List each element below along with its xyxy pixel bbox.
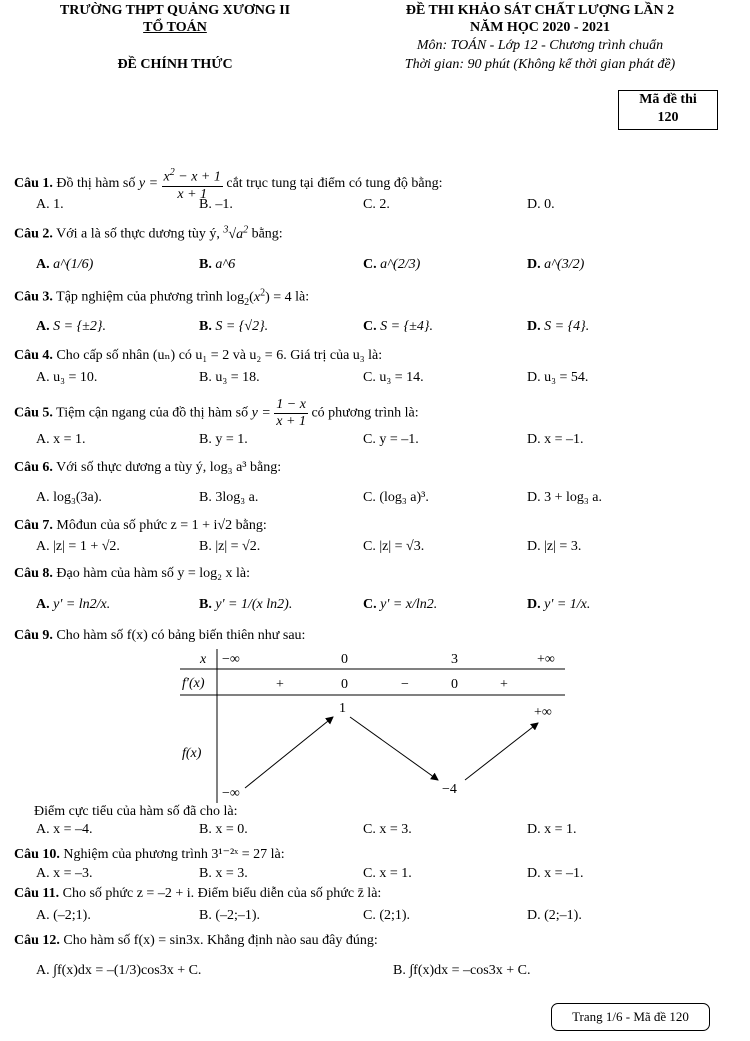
q1-option-d[interactable]: D. 0.: [527, 197, 555, 212]
q4-option-b[interactable]: B. u₃ = 18.: [199, 370, 260, 385]
q12-option-a[interactable]: A. ∫f(x)dx = –(1/3)cos3x + C.: [36, 963, 202, 978]
q6-option-c[interactable]: C. (log₃ a)³.: [363, 490, 429, 505]
question-6: Câu 6. Với số thực dương a tùy ý, log₃ a³ bằng:: [14, 460, 282, 475]
q9-option-c[interactable]: C. x = 3.: [363, 822, 412, 837]
q3-option-c[interactable]: C. S = {±4}.: [363, 319, 433, 334]
school-year: NĂM HỌC 2020 - 2021: [470, 20, 610, 35]
q7-option-b[interactable]: B. |z| = √2.: [199, 539, 261, 554]
q9-option-d[interactable]: D. x = 1.: [527, 822, 577, 837]
question-8: Câu 8. Đạo hàm của hàm số y = log₂ x là:: [14, 566, 250, 581]
q3-option-a[interactable]: A. S = {±2}.: [36, 319, 106, 334]
q7-option-c[interactable]: C. |z| = √3.: [363, 539, 425, 554]
f-val-max: 1: [339, 701, 346, 716]
sign-2: −: [401, 677, 409, 692]
q8-option-c[interactable]: C. y' = x/ln2.: [363, 597, 438, 612]
sign-zero-1: 0: [341, 677, 348, 692]
department: TỔ TOÁN: [143, 20, 207, 35]
arrow-down: [350, 717, 438, 780]
x-val-neg-inf: −∞: [222, 652, 240, 667]
table-x-label: x: [200, 652, 207, 667]
q8-option-a[interactable]: A. y' = ln2/x.: [36, 597, 111, 612]
q1-option-a[interactable]: A. 1.: [36, 197, 64, 212]
q9-option-a[interactable]: A. x = –4.: [36, 822, 93, 837]
sign-3: +: [500, 677, 508, 692]
q9-option-b[interactable]: B. x = 0.: [199, 822, 248, 837]
q2-option-a[interactable]: A. a^(1/6): [36, 257, 94, 272]
q11-option-b[interactable]: B. (–2;–1).: [199, 908, 261, 923]
school-name: TRƯỜNG THPT QUẢNG XƯƠNG II: [59, 3, 291, 18]
variation-table: [170, 645, 580, 805]
q10-option-a[interactable]: A. x = –3.: [36, 866, 93, 881]
question-11: Câu 11. Cho số phức z = –2 + i. Điểm biểu diễn của số phức z̄ là:: [14, 886, 382, 901]
sign-zero-2: 0: [451, 677, 458, 692]
q5-option-a[interactable]: A. x = 1.: [36, 432, 86, 447]
f-val-min: −4: [442, 782, 457, 797]
q5-option-d[interactable]: D. x = –1.: [527, 432, 584, 447]
q4-option-d[interactable]: D. u₃ = 54.: [527, 370, 589, 385]
exam-code-label: Mã đề thi: [639, 92, 697, 107]
q1-option-c[interactable]: C. 2.: [363, 197, 390, 212]
q5-option-b[interactable]: B. y = 1.: [199, 432, 248, 447]
q5-option-c[interactable]: C. y = –1.: [363, 432, 419, 447]
exam-code-box: [618, 90, 718, 130]
f-val-neg-inf: −∞: [222, 786, 240, 801]
question-9-prompt: Điểm cực tiểu của hàm số đã cho là:: [34, 804, 238, 819]
q11-option-d[interactable]: D. (2;–1).: [527, 908, 582, 923]
subject-line: Môn: TOÁN - Lớp 12 - Chương trình chuẩn: [416, 38, 664, 53]
question-5: Câu 5. Tiệm cận ngang của đồ thị hàm số y = $\frac{1 - x}{x + 1}$ có phương trình là:: [14, 397, 419, 429]
table-fprime-label: f′(x): [182, 676, 205, 691]
question-10: Câu 10. Nghiệm của phương trình 3¹⁻²ˣ = 27 là:: [14, 847, 285, 862]
exam-title: ĐỀ THI KHẢO SÁT CHẤT LƯỢNG LẦN 2: [405, 3, 675, 18]
q3-option-b[interactable]: B. S = {√2}.: [199, 319, 269, 334]
q11-option-a[interactable]: A. (–2;1).: [36, 908, 91, 923]
q4-option-a[interactable]: A. u₃ = 10.: [36, 370, 98, 385]
arrow-up-1: [245, 717, 333, 788]
q11-option-c[interactable]: C. (2;1).: [363, 908, 411, 923]
q6-option-d[interactable]: D. 3 + log₃ a.: [527, 490, 602, 505]
question-1: Câu 1. Đồ thị hàm số y = $\frac{x^2 - x + 1}{x + 1}$ cắt trục tung tại điểm có tung độ bằng:: [14, 167, 443, 202]
q2-option-c[interactable]: C. a^(2/3): [363, 257, 421, 272]
x-val-0: 0: [341, 652, 348, 667]
q12-option-b[interactable]: B. ∫f(x)dx = –cos3x + C.: [393, 963, 531, 978]
f-val-pos-inf: +∞: [534, 705, 552, 720]
arrow-up-2: [465, 723, 538, 780]
q10-option-c[interactable]: C. x = 1.: [363, 866, 412, 881]
q6-option-b[interactable]: B. 3log₃ a.: [199, 490, 259, 505]
x-val-3: 3: [451, 652, 458, 667]
q8-option-d[interactable]: D. y' = 1/x.: [527, 597, 591, 612]
q7-option-a[interactable]: A. |z| = 1 + √2.: [36, 539, 120, 554]
question-4: Câu 4. Cho cấp số nhân (uₙ) có u₁ = 2 và u₂ = 6. Giá trị của u₃ là:: [14, 348, 383, 363]
q10-option-b[interactable]: B. x = 3.: [199, 866, 248, 881]
exam-code: 120: [657, 110, 679, 125]
x-val-pos-inf: +∞: [537, 652, 555, 667]
q1-option-b[interactable]: B. –1.: [199, 197, 233, 212]
q3-option-d[interactable]: D. S = {4}.: [527, 319, 590, 334]
q6-option-a[interactable]: A. log₃(3a).: [36, 490, 102, 505]
table-f-label: f(x): [182, 746, 202, 761]
q10-option-d[interactable]: D. x = –1.: [527, 866, 584, 881]
sign-1: +: [276, 677, 284, 692]
q8-option-b[interactable]: B. y' = 1/(x ln2).: [199, 597, 293, 612]
question-12: Câu 12. Cho hàm số f(x) = sin3x. Khẳng định nào sau đây đúng:: [14, 933, 378, 948]
q7-option-d[interactable]: D. |z| = 3.: [527, 539, 582, 554]
question-2: Câu 2. Với a là số thực dương tùy ý, $^3√a^2$ bằng:: [14, 224, 283, 242]
official-label: ĐỀ CHÍNH THỨC: [117, 57, 233, 72]
q2-option-d[interactable]: D. a^(3/2): [527, 257, 585, 272]
q2-option-b[interactable]: B. a^6: [199, 257, 236, 272]
q4-option-c[interactable]: C. u₃ = 14.: [363, 370, 424, 385]
question-9: Câu 9. Cho hàm số f(x) có bảng biến thiên như sau:: [14, 628, 306, 643]
question-7: Câu 7. Môđun của số phức z = 1 + i√2 bằng:: [14, 518, 267, 533]
question-3: Câu 3. Tập nghiệm của phương trình $\log_2(x^2) = 4$ là:: [14, 287, 310, 308]
time-line: Thời gian: 90 phút (Không kể thời gian phát đề): [404, 57, 676, 72]
page-footer: Trang 1/6 - Mã đề 120: [551, 1003, 710, 1031]
